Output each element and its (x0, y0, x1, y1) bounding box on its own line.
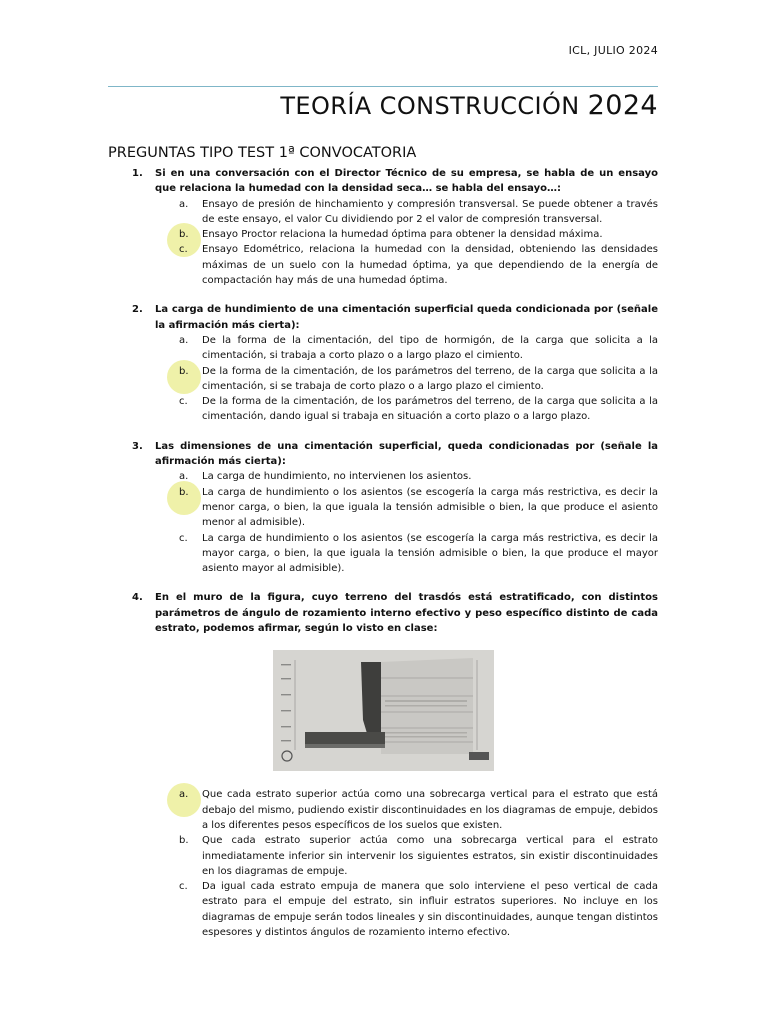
option-c (108, 531, 658, 577)
option-b (108, 364, 658, 395)
question-number: 4. (132, 592, 143, 604)
option-letter: c. (179, 244, 188, 256)
option-letter: c. (179, 881, 188, 893)
question-1 (108, 166, 658, 288)
option-text: De la forma de la cimentación, del tipo de hormigón, de la carga que solicita a la cimentación, si trabaja a corto plazo o a largo plazo el cimiento. (202, 334, 658, 362)
option-a (108, 787, 658, 833)
option-text: La carga de hundimiento o los asientos (se escogería la carga más restrictiva, es decir la menor carga, o bien, la que iguala la tensión admisible o bien, la que produce el asiento menor al admisible). (202, 486, 658, 529)
retaining-wall-drawing (273, 650, 494, 771)
title-year: 2024 (587, 90, 658, 121)
option-c (108, 394, 658, 425)
question-2 (108, 302, 658, 424)
title-main: TEORÍA CONSTRUCCIÓN (280, 92, 588, 120)
option-text: La carga de hundimiento, no intervienen los asientos. (202, 471, 472, 483)
option-letter: b. (179, 486, 189, 498)
option-letter: a. (179, 789, 189, 801)
option-b (108, 833, 658, 879)
document-title (280, 90, 658, 122)
option-letter: c. (179, 396, 188, 408)
option-text: Ensayo Proctor relaciona la humedad óptima para obtener la densidad máxima. (202, 229, 603, 241)
section-title: PREGUNTAS TIPO TEST 1ª CONVOCATORIA (108, 145, 417, 161)
option-a (108, 197, 658, 228)
question-text: La carga de hundimiento de una cimentación superficial queda condicionada por (señale la afirmación más cierta): (155, 304, 658, 331)
option-letter: a. (179, 334, 189, 346)
option-c (108, 879, 658, 940)
question-4 (108, 590, 658, 940)
document-code: ICL, JULIO 2024 (568, 44, 658, 57)
option-text: Que cada estrato superior actúa como una sobrecarga vertical para el estrato que está debajo del mismo, pudiendo existir discontinuidades en los diagramas de empuje, debidos a los diferentes pesos específicos de los suelos que existen. (202, 789, 658, 831)
retaining-wall-figure (273, 650, 494, 771)
questions-list (108, 166, 658, 954)
question-number: 1. (132, 168, 143, 179)
option-b (108, 485, 658, 531)
option-text: De la forma de la cimentación, de los parámetros del terreno, de la carga que solicita a la cimentación, dando igual si trabaja en situación a corto plazo o a largo plazo. (202, 396, 658, 423)
option-a (108, 333, 658, 364)
question-3 (108, 439, 658, 577)
option-letter: a. (179, 471, 189, 483)
option-text: Ensayo Edométrico, relaciona la humedad con la densidad, obteniendo las densidades máximas de un suelo con la humedad óptima, ya que dependiendo de la energía de compactación hay más de una humedad óptima. (202, 244, 658, 287)
option-text: De la forma de la cimentación, de los parámetros del terreno, de la carga que solicita a la cimentación, si se trabaja de corto plazo o a largo plazo el cimiento. (202, 365, 658, 392)
option-b (108, 227, 658, 242)
question-number: 2. (132, 304, 143, 316)
question-number: 3. (132, 440, 143, 452)
option-letter: b. (179, 835, 189, 847)
option-letter: b. (179, 229, 189, 241)
option-c (108, 242, 658, 288)
option-letter: b. (179, 365, 189, 377)
option-text: La carga de hundimiento o los asientos (se escogería la carga más restrictiva, es decir la mayor carga, o bien, la que iguala la tensión admisible o bien, la que produce el mayor asiento mayor al admisible). (202, 532, 658, 575)
question-text: Si en una conversación con el Director Técnico de su empresa, se habla de un ensayo que relaciona la humedad con la densidad seca… se habla del ensayo…: (155, 168, 658, 195)
option-text: Ensayo de presión de hinchamiento y compresión transversal. Se puede obtener a través de este ensayo, el valor Cu dividiendo por 2 el valor de compresión transversal. (202, 198, 658, 225)
question-text: En el muro de la figura, cuyo terreno del trasdós está estratificado, con distintos parámetros de ángulo de rozamiento interno efectivo y peso específico distinto de cada estrato, podemos afirmar, según lo visto en clase: (155, 592, 658, 635)
option-text: Que cada estrato superior actúa como una sobrecarga vertical para el estrato inmediatamente inferior sin intervenir los siguientes estratos, sin existir discontinuidades en los diagramas de empuje. (202, 835, 658, 877)
option-letter: a. (179, 198, 189, 210)
option-text: Da igual cada estrato empuja de manera que solo interviene el peso vertical de cada estrato para el empuje del estrato, sin influir estratos superiores. No incluye en los diagramas de empuje serán todos lineales y sin discontinuidades, aunque tengan distintos espesores y distintos ángulos de rozamiento interno efectivo. (202, 881, 658, 938)
option-letter: c. (179, 532, 188, 544)
question-text: Las dimensiones de una cimentación superficial, queda condicionadas por (señale la afirmación más cierta): (155, 440, 658, 468)
header-divider (108, 86, 658, 87)
